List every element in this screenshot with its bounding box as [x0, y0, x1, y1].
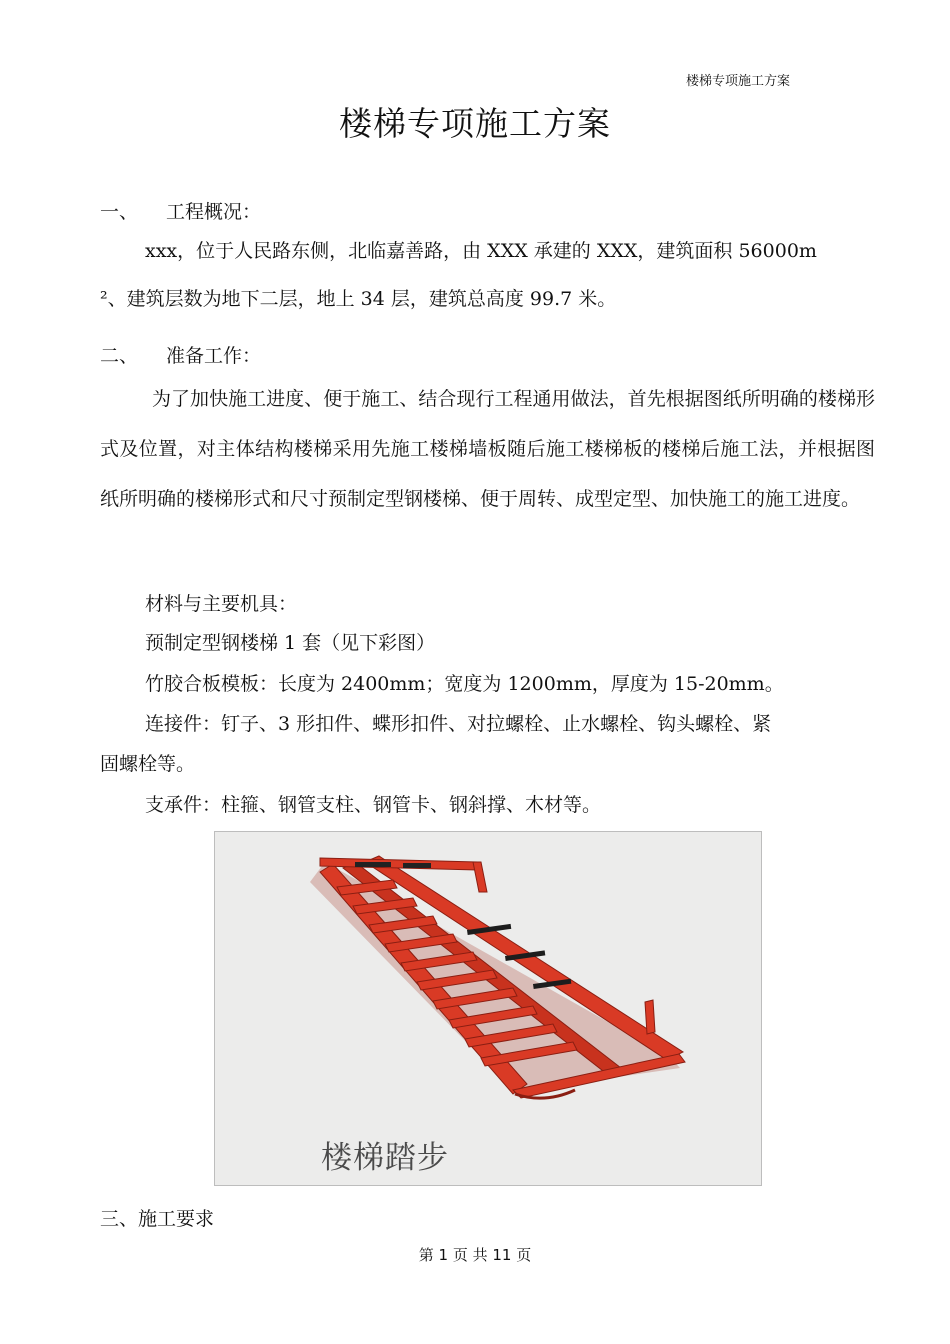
section-number: 一、 [100, 201, 139, 223]
steel-stair-photo [214, 831, 762, 1186]
running-header: 楼梯专项施工方案 [685, 74, 790, 89]
section-heading-preparation [100, 341, 261, 368]
steel-stair-illustration [215, 832, 761, 1185]
page-number: 第 1 页 共 11 页 [418, 1246, 532, 1264]
connectors-line-2: 固螺栓等。 [100, 753, 196, 775]
document-title: 楼梯专项施工方案 [339, 104, 611, 143]
section-title: 工程概况： [166, 201, 262, 223]
materials-heading: 材料与主要机具： [145, 593, 298, 615]
section-number: 二、 [100, 345, 139, 367]
section-title: 准备工作： [166, 345, 262, 367]
section-heading-requirements: 三、施工要求 [100, 1208, 215, 1230]
connectors-line-1: 连接件：钉子、3 形扣件、蝶形扣件、对拉螺栓、止水螺栓、钩头螺栓、紧 [145, 713, 772, 735]
supports-line: 支承件：柱箍、钢管支柱、钢管卡、钢斜撑、木材等。 [145, 794, 602, 816]
material-item: 竹胶合板模板：长度为 2400mm；宽度为 1200mm，厚度为 15-20mm。 [145, 673, 784, 695]
overview-line-2: ²、建筑层数为地下二层，地上 34 层，建筑总高度 99.7 米。 [100, 288, 617, 310]
preparation-paragraph: 为了加快施工进度、便于施工、结合现行工程通用做法，首先根据图纸所明确的楼梯形式及位置，对主体结构楼梯采用先施工楼梯墙板随后施工楼梯板的楼梯后施工法，并根据图纸所明确的楼梯形式和尺寸预制定型钢楼梯、便于周转、成型定型、加快施工的施工进度。 [100, 388, 875, 510]
figure-caption: 楼梯踏步 [321, 1140, 449, 1176]
section-heading-overview [100, 197, 261, 224]
material-item: 预制定型钢楼梯 1 套（见下彩图） [145, 632, 436, 654]
overview-line-1: xxx，位于人民路东侧，北临嘉善路，由 XXX 承建的 XXX，建筑面积 56000m [145, 240, 817, 262]
